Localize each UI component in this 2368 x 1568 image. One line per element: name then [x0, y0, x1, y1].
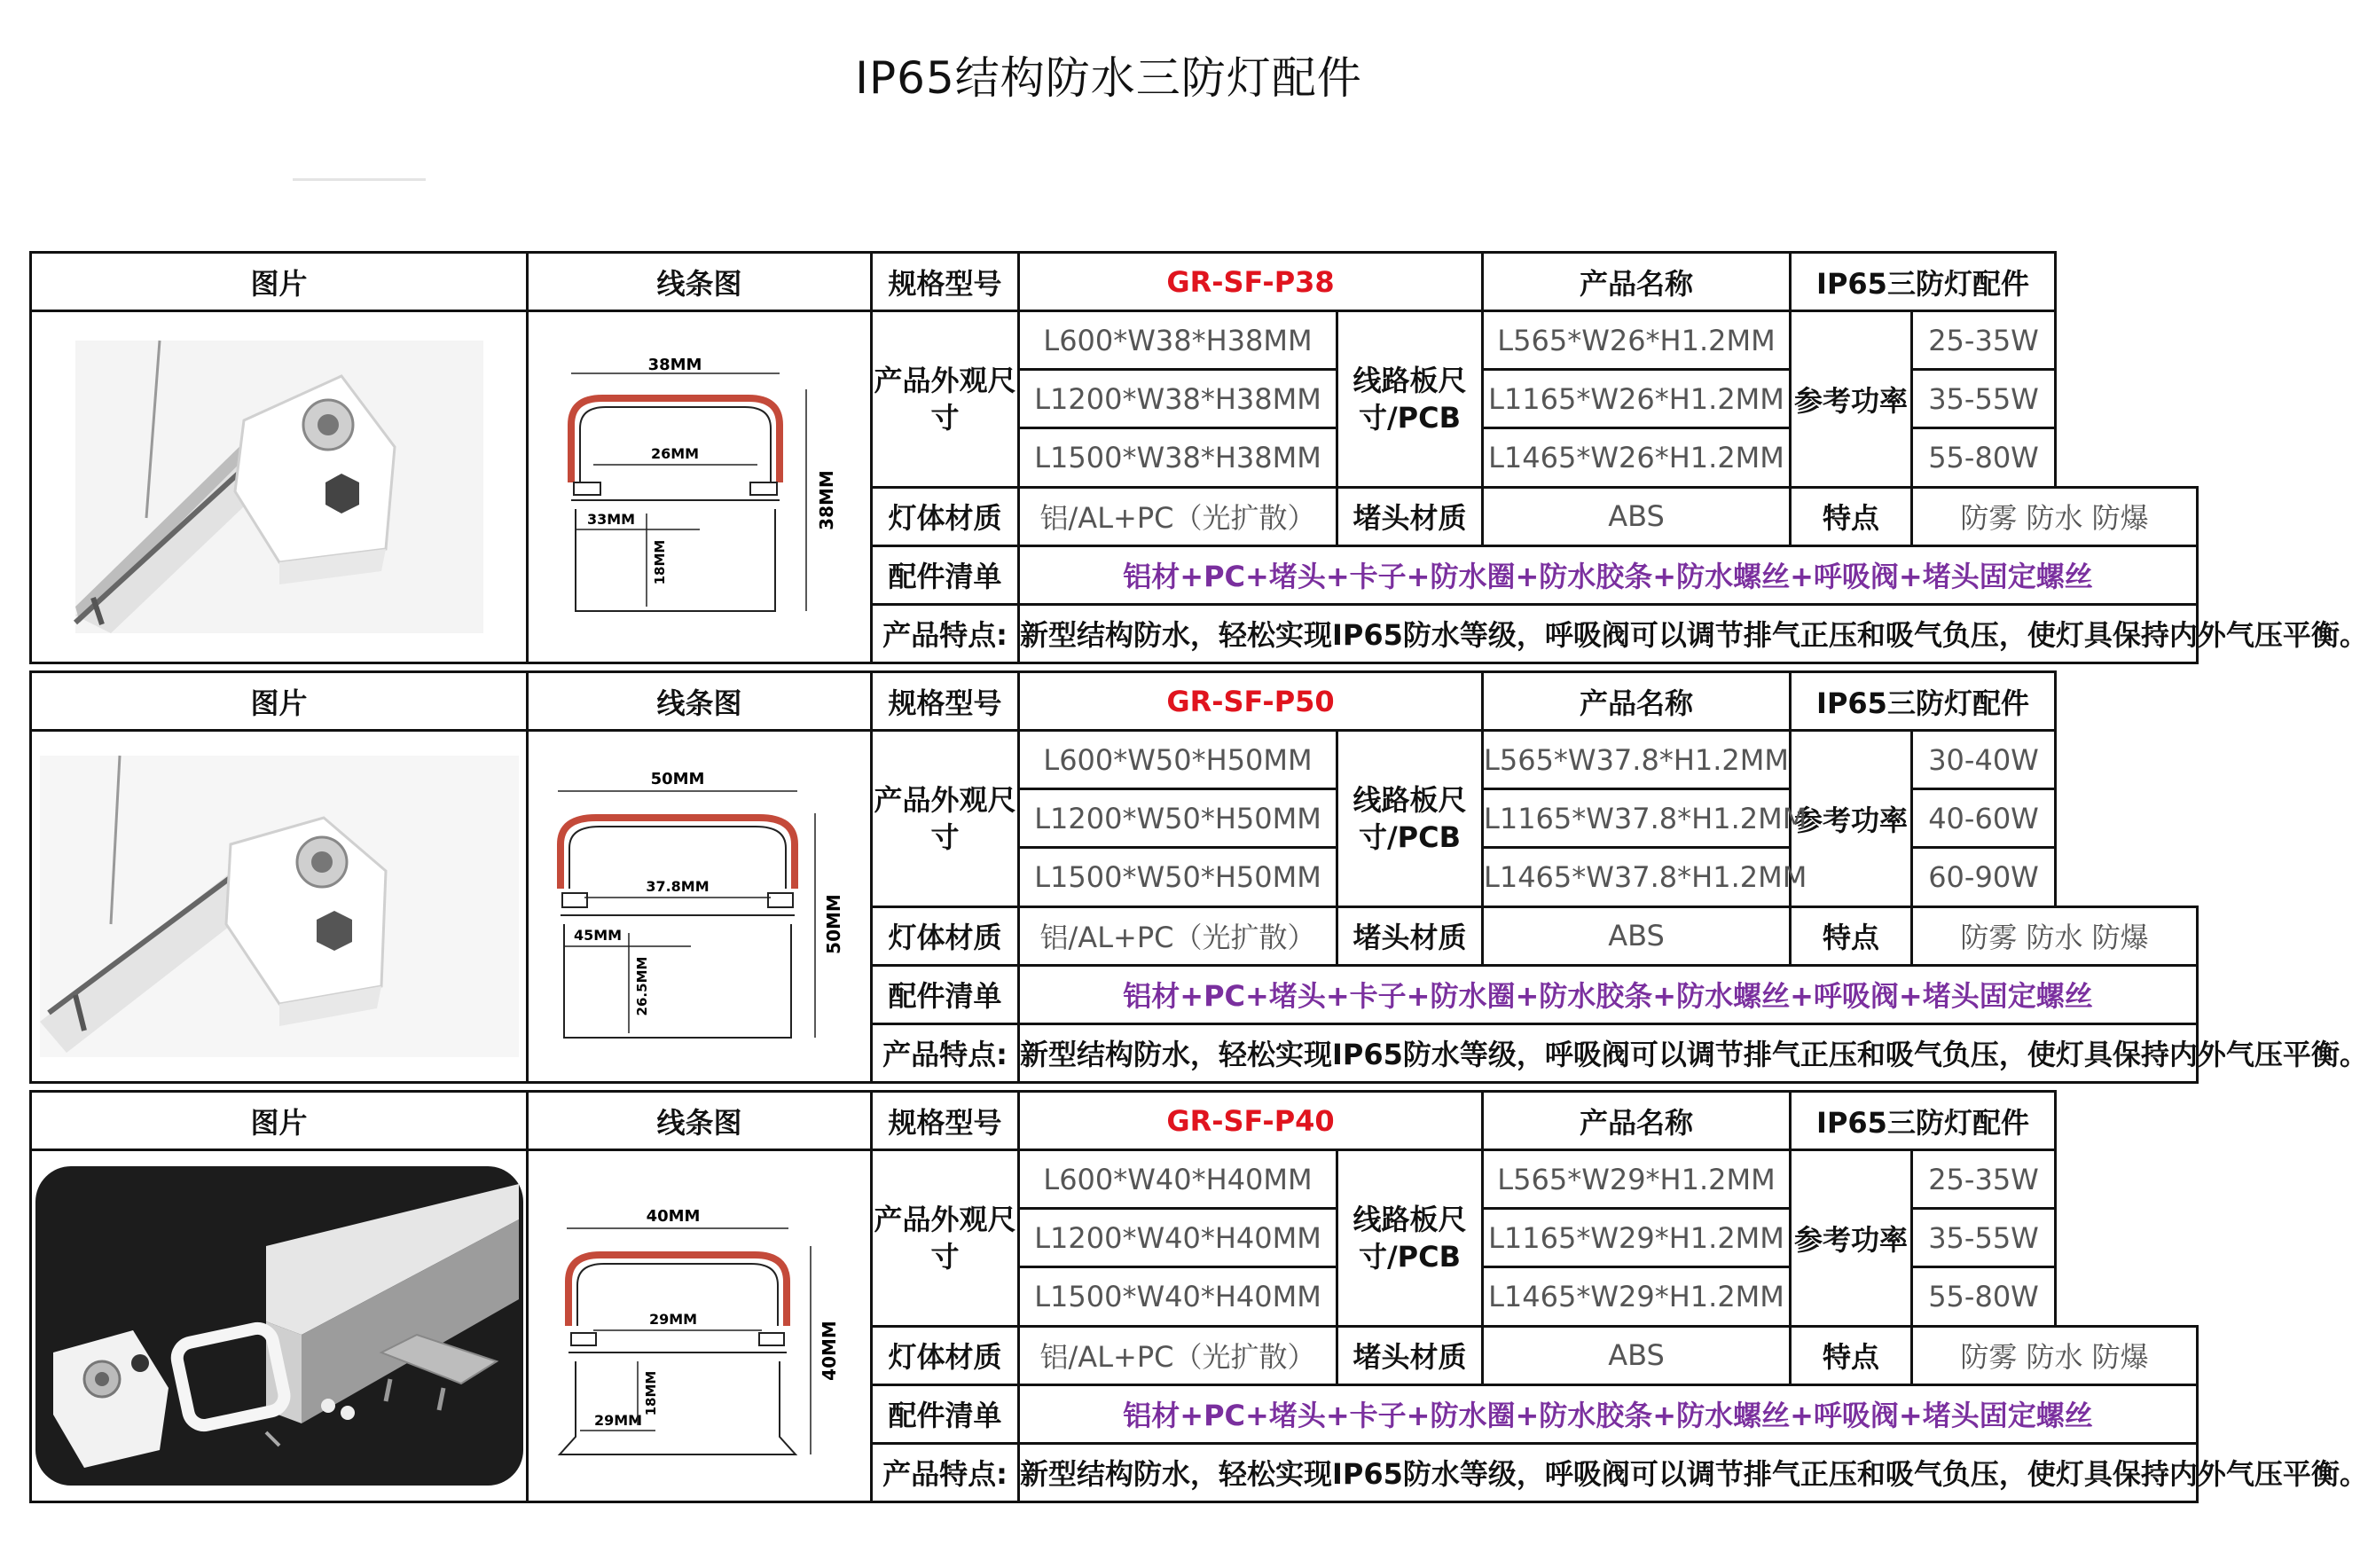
power-label: 参考功率	[1791, 731, 1912, 906]
parts-list-label: 配件清单	[872, 965, 1019, 1023]
parts-list-value: 铝材+PC+堵头+卡子+防水圈+防水胶条+防水螺丝+呼吸阀+堵头固定螺丝	[1019, 545, 2198, 604]
drawing-inner-label: 26MM	[650, 445, 699, 463]
parts-list-label: 配件清单	[872, 1384, 1019, 1443]
size-value: L600*W50*H50MM	[1019, 731, 1337, 789]
features-value: 防雾 防水 防爆	[1912, 1326, 2198, 1384]
drawing-inner-label: 29MM	[648, 1311, 697, 1329]
picture-header: 图片	[31, 1092, 528, 1150]
table-tail	[2056, 731, 2198, 789]
pcb-value: L1465*W26*H1.2MM	[1483, 428, 1791, 487]
model-value: GR-SF-P38	[1019, 253, 1483, 311]
size-value: L1500*W38*H38MM	[1019, 428, 1337, 487]
product-photo-cell	[31, 1150, 528, 1502]
table-tail	[2056, 1150, 2198, 1209]
pcb-value: L565*W29*H1.2MM	[1483, 1150, 1791, 1209]
drawing-depth-label: 18MM	[651, 539, 668, 585]
picture-header: 图片	[31, 672, 528, 731]
table-tail	[2056, 848, 2198, 906]
size-value: L600*W38*H38MM	[1019, 311, 1337, 370]
table-tail	[2056, 311, 2198, 370]
profile-drawing-cell	[528, 311, 872, 663]
power-value: 35-55W	[1912, 1209, 2056, 1267]
size-value: L600*W40*H40MM	[1019, 1150, 1337, 1209]
lamp-photo	[40, 756, 519, 1057]
features-value: 防雾 防水 防爆	[1912, 487, 2198, 545]
drawing-depth-label: 18MM	[642, 1370, 659, 1416]
decorative-line	[293, 178, 426, 181]
pcb-value: L1465*W37.8*H1.2MM	[1483, 848, 1791, 906]
parts-list-value: 铝材+PC+堵头+卡子+防水圈+防水胶条+防水螺丝+呼吸阀+堵头固定螺丝	[1019, 965, 2198, 1023]
picture-header: 图片	[31, 253, 528, 311]
product-features-value: 新型结构防水，轻松实现IP65防水等级，呼吸阀可以调节排气正压和吸气负压，使灯具保持内外气压平衡。	[1019, 1443, 2198, 1501]
pcb-value: L565*W26*H1.2MM	[1483, 311, 1791, 370]
product-name-label: 产品名称	[1483, 672, 1791, 731]
profile-drawing	[540, 354, 859, 620]
pcb-value: L1465*W29*H1.2MM	[1483, 1267, 1791, 1326]
drawing-inner-label: 37.8MM	[645, 878, 710, 896]
power-value: 25-35W	[1912, 1150, 2056, 1209]
size-value: L1200*W50*H50MM	[1019, 789, 1337, 848]
product-block	[29, 670, 2368, 1087]
power-value: 30-40W	[1912, 731, 2056, 789]
body-material-label: 灯体材质	[872, 906, 1019, 965]
drawing-height-label: 50MM	[822, 894, 844, 954]
product-block	[29, 1090, 2368, 1507]
table-tail	[2056, 253, 2198, 311]
profile-drawing-cell	[528, 731, 872, 1083]
product-features-value: 新型结构防水，轻松实现IP65防水等级，呼吸阀可以调节排气正压和吸气负压，使灯具保持内外气压平衡。	[1019, 1023, 2198, 1082]
cap-material-label: 堵头材质	[1337, 1326, 1483, 1384]
product-name-value: IP65三防灯配件	[1791, 1092, 2056, 1150]
size-label: 产品外观尺寸	[872, 731, 1019, 906]
product-features-label: 产品特点:	[872, 1023, 1019, 1082]
features-label: 特点	[1791, 1326, 1912, 1384]
features-label: 特点	[1791, 487, 1912, 545]
model-label: 规格型号	[872, 253, 1019, 311]
drawing-header: 线条图	[528, 1092, 872, 1150]
product-photo-cell	[31, 311, 528, 663]
product-features-value: 新型结构防水，轻松实现IP65防水等级，呼吸阀可以调节排气正压和吸气负压，使灯具保持内外气压平衡。	[1019, 604, 2198, 662]
power-value: 35-55W	[1912, 370, 2056, 428]
body-material-value: 铝/AL+PC（光扩散）	[1019, 906, 1337, 965]
product-block	[29, 251, 2368, 668]
spec-table	[29, 251, 2368, 664]
parts-list-value: 铝材+PC+堵头+卡子+防水圈+防水胶条+防水螺丝+呼吸阀+堵头固定螺丝	[1019, 1384, 2198, 1443]
product-name-label: 产品名称	[1483, 253, 1791, 311]
parts-list-label: 配件清单	[872, 545, 1019, 604]
spec-table	[29, 1090, 2368, 1503]
features-value: 防雾 防水 防爆	[1912, 906, 2198, 965]
power-label: 参考功率	[1791, 311, 1912, 487]
cap-material-value: ABS	[1483, 487, 1791, 545]
spec-table	[29, 670, 2368, 1084]
profile-drawing-cell	[528, 1150, 872, 1502]
drawing-depth-label: 26.5MM	[633, 956, 650, 1016]
model-value: GR-SF-P50	[1019, 672, 1483, 731]
size-label: 产品外观尺寸	[872, 1150, 1019, 1326]
product-name-value: IP65三防灯配件	[1791, 253, 2056, 311]
size-value: L1200*W40*H40MM	[1019, 1209, 1337, 1267]
pcb-value: L1165*W26*H1.2MM	[1483, 370, 1791, 428]
table-tail	[2056, 1092, 2198, 1150]
profile-drawing	[540, 1193, 859, 1459]
pcb-label: 线路板尺寸/PCB	[1337, 731, 1483, 906]
body-material-label: 灯体材质	[872, 487, 1019, 545]
body-material-value: 铝/AL+PC（光扩散）	[1019, 1326, 1337, 1384]
power-value: 40-60W	[1912, 789, 2056, 848]
drawing-header: 线条图	[528, 253, 872, 311]
size-value: L1500*W50*H50MM	[1019, 848, 1337, 906]
table-tail	[2056, 370, 2198, 428]
page-title: IP65结构防水三防灯配件	[855, 52, 1362, 104]
drawing-header: 线条图	[528, 672, 872, 731]
power-value: 25-35W	[1912, 311, 2056, 370]
drawing-lower-label: 45MM	[573, 927, 622, 945]
pcb-value: L1165*W29*H1.2MM	[1483, 1209, 1791, 1267]
model-label: 规格型号	[872, 672, 1019, 731]
size-value: L1500*W40*H40MM	[1019, 1267, 1337, 1326]
cap-material-value: ABS	[1483, 1326, 1791, 1384]
lamp-photo	[75, 341, 483, 633]
power-value: 55-80W	[1912, 428, 2056, 487]
drawing-width-label: 50MM	[650, 770, 704, 789]
pcb-label: 线路板尺寸/PCB	[1337, 1150, 1483, 1326]
table-tail	[2056, 1267, 2198, 1326]
table-tail	[2056, 428, 2198, 487]
table-tail	[2056, 789, 2198, 848]
pcb-label: 线路板尺寸/PCB	[1337, 311, 1483, 487]
body-material-label: 灯体材质	[872, 1326, 1019, 1384]
pcb-value: L1165*W37.8*H1.2MM	[1483, 789, 1791, 848]
product-features-label: 产品特点:	[872, 604, 1019, 662]
features-label: 特点	[1791, 906, 1912, 965]
power-label: 参考功率	[1791, 1150, 1912, 1326]
body-material-value: 铝/AL+PC（光扩散）	[1019, 487, 1337, 545]
table-tail	[2056, 672, 2198, 731]
profile-drawing	[536, 764, 864, 1048]
pcb-value: L565*W37.8*H1.2MM	[1483, 731, 1791, 789]
cap-material-value: ABS	[1483, 906, 1791, 965]
accessories-photo	[35, 1166, 523, 1486]
drawing-lower-label: 33MM	[586, 511, 635, 529]
product-name-value: IP65三防灯配件	[1791, 672, 2056, 731]
drawing-width-label: 38MM	[647, 356, 702, 375]
product-name-label: 产品名称	[1483, 1092, 1791, 1150]
size-label: 产品外观尺寸	[872, 311, 1019, 487]
product-features-label: 产品特点:	[872, 1443, 1019, 1501]
model-value: GR-SF-P40	[1019, 1092, 1483, 1150]
size-value: L1200*W38*H38MM	[1019, 370, 1337, 428]
power-value: 60-90W	[1912, 848, 2056, 906]
cap-material-label: 堵头材质	[1337, 906, 1483, 965]
table-tail	[2056, 1209, 2198, 1267]
drawing-height-label: 38MM	[815, 470, 837, 530]
cap-material-label: 堵头材质	[1337, 487, 1483, 545]
drawing-width-label: 40MM	[646, 1207, 700, 1227]
power-value: 55-80W	[1912, 1267, 2056, 1326]
product-photo-cell	[31, 731, 528, 1083]
model-label: 规格型号	[872, 1092, 1019, 1150]
drawing-lower-label: 29MM	[593, 1412, 642, 1430]
drawing-height-label: 40MM	[818, 1321, 840, 1381]
